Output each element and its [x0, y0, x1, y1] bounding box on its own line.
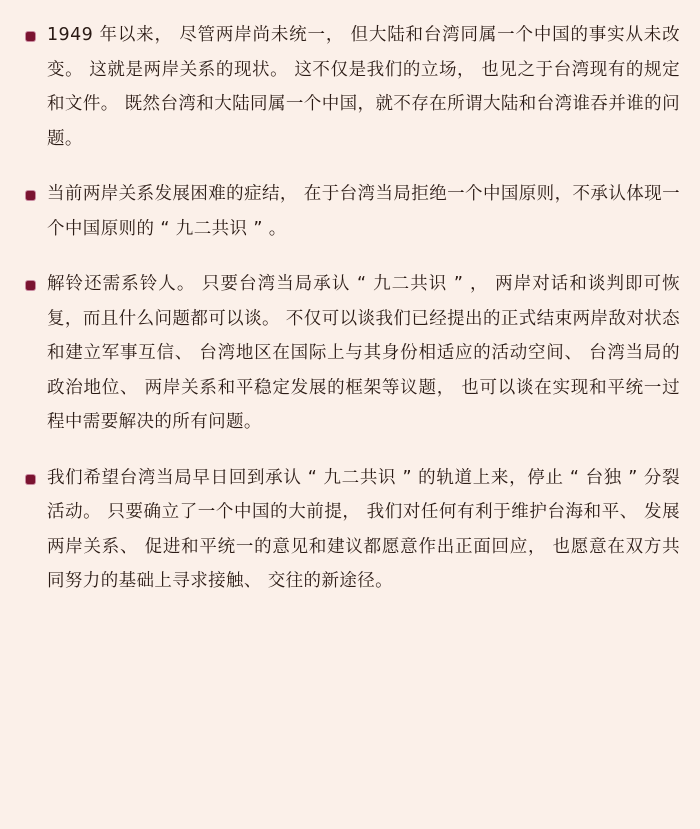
paragraph-text: 解铃还需系铃人。 只要台湾当局承认 “ 九二共识 ” ， 两岸对话和谈判即可恢复，而且什么问题都可以谈。 不仅可以谈我们已经提出的正式结束两岸敌对状态和建立军事互信、 台湾地区在国际上与其身份相适应的活动空间、 台湾当局的政治地位、 两岸关系和平稳定发展的框架等议题， 也可以谈在实现和平统一过程中需要解决的所有问题。	[47, 274, 680, 432]
paragraph-text: 1949 年以来， 尽管两岸尚未统一， 但大陆和台湾同属一个中国的事实从未改变。 这就是两岸关系的现状。 这不仅是我们的立场， 也见之于台湾现有的规定和文件。 既然台湾和大陆同属一个中国，就不存在所谓大陆和台湾谁吞并谁的问题。	[47, 25, 680, 149]
bullet-marker-icon	[26, 281, 35, 290]
bullet-item	[26, 461, 680, 599]
bullet-item	[26, 267, 680, 440]
bullet-item	[26, 177, 680, 246]
bullet-item	[26, 18, 680, 156]
bullet-marker-icon	[26, 475, 35, 484]
paragraph-text: 当前两岸关系发展困难的症结， 在于台湾当局拒绝一个中国原则，不承认体现一个中国原则的 “ 九二共识 ” 。	[47, 184, 680, 239]
bullet-marker-icon	[26, 32, 35, 41]
paragraph-text: 我们希望台湾当局早日回到承认 “ 九二共识 ” 的轨道上来，停止 “ 台独 ” 分裂活动。 只要确立了一个中国的大前提， 我们对任何有利于维护台海和平、 发展两岸关系、 促进和平统一的意见和建议都愿意作出正面回应， 也愿意在双方共同努力的基础上寻求接触、 交往的新途径。	[47, 467, 680, 591]
bullet-marker-icon	[26, 191, 35, 200]
